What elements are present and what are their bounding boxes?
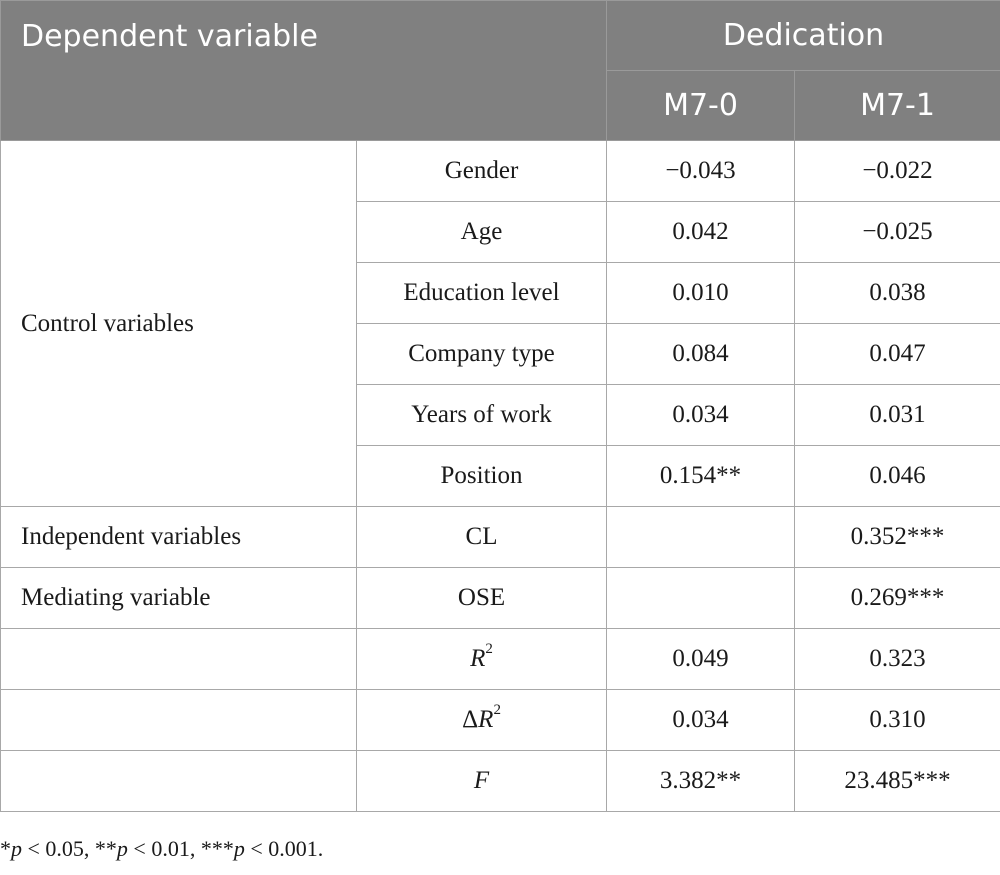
footnote-text: * xyxy=(0,836,11,861)
m7-0-value: 0.049 xyxy=(607,629,795,690)
m7-0-value: 0.084 xyxy=(607,324,795,385)
r-squared-label xyxy=(357,629,607,690)
m7-1-value: 0.031 xyxy=(795,385,1000,446)
m7-0-value: −0.043 xyxy=(607,141,795,202)
dedication-header: Dedication xyxy=(607,1,1000,71)
delta-r-squared-label xyxy=(357,690,607,751)
table-row xyxy=(1,690,1000,751)
m7-0-value: 0.010 xyxy=(607,263,795,324)
independent-variables-label: Independent variables xyxy=(1,507,357,568)
footnote-p-symbol: p xyxy=(11,836,22,861)
m7-0-value: 3.382** xyxy=(607,751,795,812)
m7-1-value: 0.352*** xyxy=(795,507,1000,568)
superscript-two: 2 xyxy=(485,641,493,657)
footnote-text: < 0.05, ** xyxy=(22,836,117,861)
mediating-variable-label: Mediating variable xyxy=(1,568,357,629)
m7-1-value: 0.323 xyxy=(795,629,1000,690)
r-symbol: R xyxy=(470,645,486,672)
m7-1-value: −0.025 xyxy=(795,202,1000,263)
control-variables-label: Control variables xyxy=(1,141,357,507)
m7-0-value xyxy=(607,568,795,629)
variable-name: Education level xyxy=(357,263,607,324)
variable-name: OSE xyxy=(357,568,607,629)
superscript-two: 2 xyxy=(493,702,501,718)
footnote-text: < 0.001. xyxy=(244,836,324,861)
empty-label xyxy=(1,629,357,690)
m7-1-value: −0.022 xyxy=(795,141,1000,202)
m7-1-value: 0.047 xyxy=(795,324,1000,385)
variable-name: Age xyxy=(357,202,607,263)
m7-0-value: 0.034 xyxy=(607,690,795,751)
delta-symbol: Δ xyxy=(462,706,479,733)
r-symbol: R xyxy=(478,706,494,733)
variable-name: Years of work xyxy=(357,385,607,446)
footnote-text: < 0.01, *** xyxy=(127,836,234,861)
variable-name: CL xyxy=(357,507,607,568)
model-m7-1-header: M7-1 xyxy=(795,71,1000,141)
model-m7-0-header: M7-0 xyxy=(607,71,795,141)
table-row xyxy=(1,629,1000,690)
empty-label xyxy=(1,690,357,751)
footnote-p-symbol: p xyxy=(233,836,245,861)
variable-name: Company type xyxy=(357,324,607,385)
m7-0-value xyxy=(607,507,795,568)
dependent-variable-header: Dependent variable xyxy=(1,1,607,141)
m7-1-value: 23.485*** xyxy=(795,751,1000,812)
m7-0-value: 0.042 xyxy=(607,202,795,263)
table-row xyxy=(1,141,1000,202)
m7-0-value: 0.034 xyxy=(607,385,795,446)
m7-1-value: 0.046 xyxy=(795,446,1000,507)
variable-name: Gender xyxy=(357,141,607,202)
f-symbol: F xyxy=(473,767,490,794)
m7-1-value: 0.269*** xyxy=(795,568,1000,629)
table-row xyxy=(1,751,1000,812)
variable-name: Position xyxy=(357,446,607,507)
table-row xyxy=(1,568,1000,629)
table-row xyxy=(1,507,1000,568)
footnote-p-symbol: p xyxy=(116,836,128,861)
empty-label xyxy=(1,751,357,812)
m7-1-value: 0.038 xyxy=(795,263,1000,324)
footnote xyxy=(0,836,323,862)
f-statistic-label xyxy=(357,751,607,812)
m7-0-value: 0.154** xyxy=(607,446,795,507)
m7-1-value: 0.310 xyxy=(795,690,1000,751)
